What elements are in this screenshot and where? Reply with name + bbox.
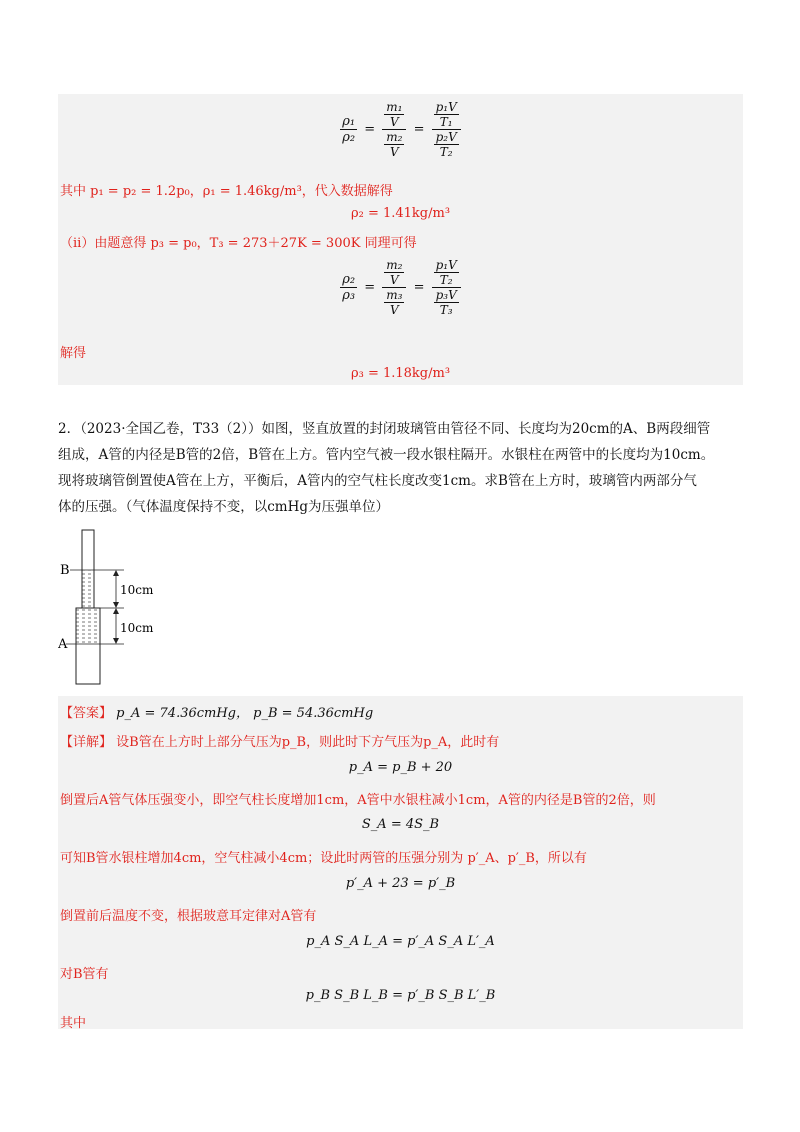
eq2-mid-den-bot: V <box>390 303 399 317</box>
eq2-mid-den-top: m₃ <box>386 288 403 302</box>
question-line-3: 现将玻璃管倒置使A管在上方，平衡后，A管内的空气柱长度改变1cm。求B管在上方时，玻璃管内两部分气 <box>58 473 697 489</box>
eq2-left-num: ρ₂ <box>342 272 356 287</box>
detail-text-2: 倒置后A管气体压强变小，即空气柱长度增加1cm，A管中水银柱减小1cm，A管的内径是B管的2倍，则 <box>60 793 656 808</box>
eq1-mid-num-bot: V <box>390 115 399 129</box>
eq1-right-den-top: p₂V <box>435 130 457 144</box>
equation-b: S_A = 4S_B <box>361 817 440 832</box>
eq1-mid-den-bot: V <box>390 145 399 159</box>
result-rho3: ρ₃ = 1.18kg/m³ <box>350 366 451 381</box>
result-rho2: ρ₂ = 1.41kg/m³ <box>350 206 451 221</box>
eq1-right-den-bot: T₂ <box>439 145 453 159</box>
part-ii-line: （ii）由题意得 p₃ = p₀，T₃ = 273＋27K = 300K 同理可得 <box>60 236 417 251</box>
eq1-left-num: ρ₁ <box>342 114 356 129</box>
detail-tag: 【详解】 <box>60 735 113 750</box>
eq1-left-den: ρ₂ <box>342 130 356 145</box>
answer-block <box>58 696 743 1029</box>
tube-diagram <box>58 528 178 688</box>
equation-density-ratio-2: $\frac{\text{ρ₂}}{\text{ρ₃}}$ = $\frac{\frac{\text{m₂}}{V}}{\frac{\text{m₃}}{V}}$ = $\frac{\frac{\text{p₁V}}{\text{T₂}}}{\frac{\text{p₃V}}{\text{T₃}}}$ <box>58 258 743 317</box>
detail-text-1: 设B管在上方时上部分气压为p_B，则此时下方气压为p_A，此时有 <box>116 735 500 750</box>
solve-line: 解得 <box>60 346 87 361</box>
label-a: A <box>58 637 68 652</box>
equation-a: p_A = p_B + 20 <box>348 760 453 775</box>
detail-text-4: 倒置前后温度不变，根据玻意耳定律对A管有 <box>60 909 317 924</box>
eq2-right-den-top: p₃V <box>435 288 457 302</box>
equation-c: p′_A + 23 = p′_B <box>345 876 456 891</box>
given-values-line: 其中 p₁ = p₂ = 1.2p₀，ρ₁ = 1.46kg/m³，代入数据解得 <box>60 184 393 199</box>
eq1-mid-num-top: m₁ <box>386 100 403 114</box>
question-line-1: 2．（2023·全国乙卷，T33（2））如图，竖直放置的封闭玻璃管由管径不同、长度均为20cm的A、B两段细管 <box>58 421 711 437</box>
detail-text-6: 其中 <box>60 1016 87 1031</box>
equation-density-ratio-1: $\frac{\text{ρ₁}}{\text{ρ₂}}$ = $\frac{\frac{\text{m₁}}{V}}{\frac{\text{m₂}}{V}}$ = $\frac{\frac{\text{p₁V}}{\text{T₁}}}{\frac{\text{p₂V}}{\text{T₂}}}$ <box>58 100 743 159</box>
detail-text-3: 可知B管水银柱增加4cm，空气柱减小4cm；设此时两管的压强分别为 p′_A、p′_B，所以有 <box>60 851 587 866</box>
label-b: B <box>60 563 70 578</box>
equation-e: p_B S_B L_B = p′_B S_B L′_B <box>305 988 496 1003</box>
mercury-b <box>83 570 94 608</box>
eq2-right-den-bot: T₃ <box>439 303 453 317</box>
dim-top-label: 10cm <box>120 583 154 597</box>
eq2-mid-num-top: m₂ <box>386 258 403 272</box>
question-line-2: 组成，A管的内径是B管的2倍，B管在上方。管内空气被一段水银柱隔开。水银柱在两管中的长度均为10cm。 <box>58 447 715 463</box>
eq2-right-num-bot: T₂ <box>439 273 453 287</box>
eq2-right-num-top: p₁V <box>435 258 457 272</box>
mercury-a <box>77 608 100 644</box>
eq1-mid-den-top: m₂ <box>386 130 403 144</box>
answer-tag: 【答案】 <box>60 706 113 721</box>
equation-d: p_A S_A L_A = p′_A S_A L′_A <box>306 934 495 949</box>
eq1-right-num-top: p₁V <box>435 100 457 114</box>
answer-value: p_A = 74.36cmHg， p_B = 54.36cmHg <box>116 706 374 721</box>
dim-bottom-label: 10cm <box>120 621 154 635</box>
detail-text-5: 对B管有 <box>60 967 109 982</box>
eq2-left-den: ρ₃ <box>342 288 356 303</box>
question-line-4: 体的压强。（气体温度保持不变，以cmHg为压强单位） <box>58 499 390 515</box>
question-2 <box>58 416 748 520</box>
solution-block-part1 <box>58 94 743 385</box>
eq2-mid-num-bot: V <box>390 273 399 287</box>
eq1-right-num-bot: T₁ <box>439 115 453 129</box>
